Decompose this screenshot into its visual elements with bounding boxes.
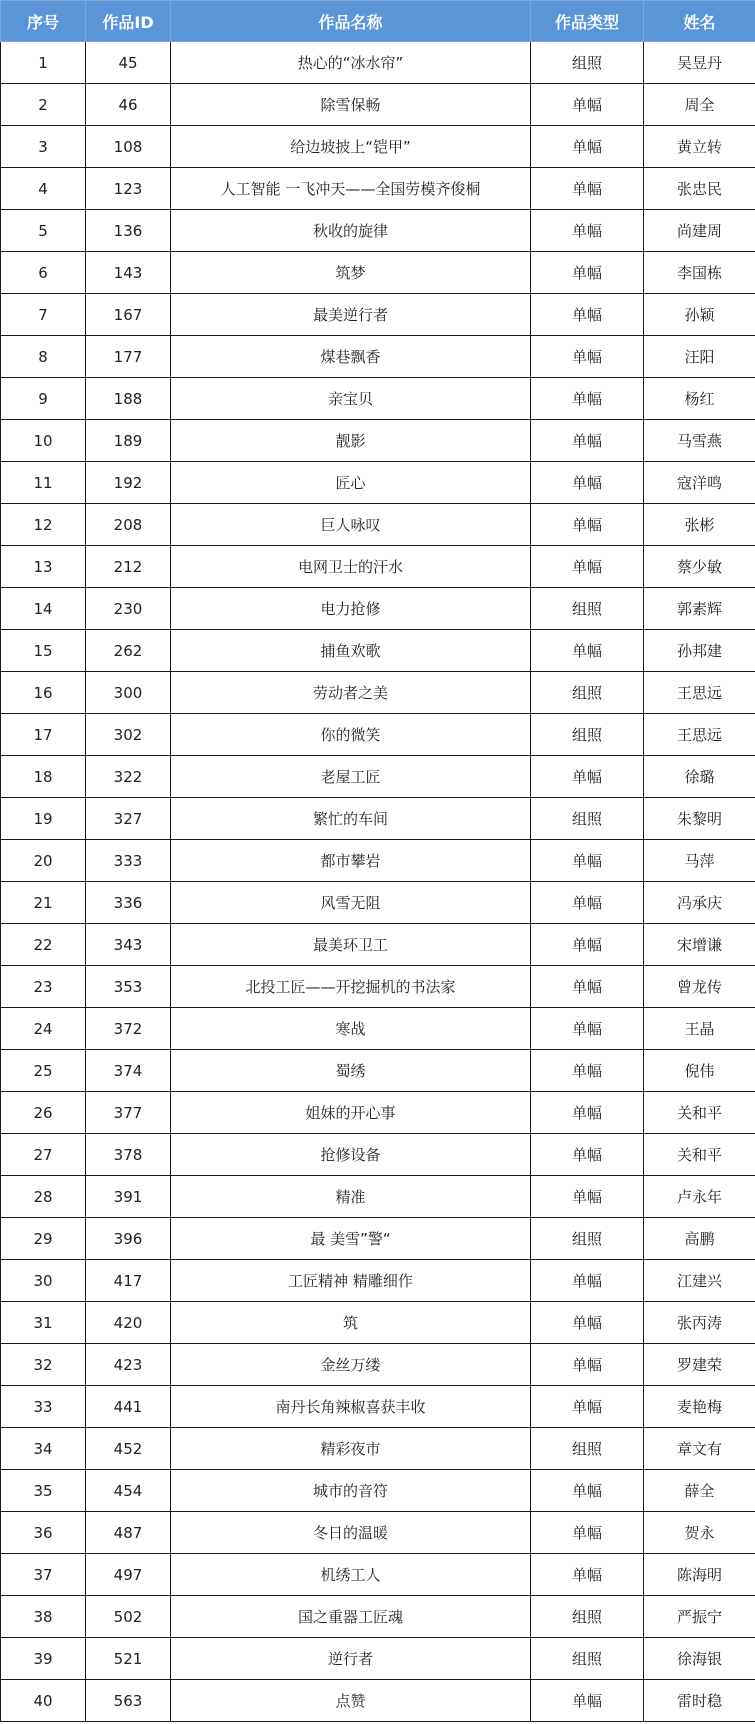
cell-work-id: 322 xyxy=(86,756,171,798)
table-row xyxy=(1,756,755,798)
cell-work-title: 电力抢修 xyxy=(171,588,531,630)
cell-work-title: 抢修设备 xyxy=(171,1134,531,1176)
cell-index: 29 xyxy=(1,1218,86,1260)
cell-work-title: 最美逆行者 xyxy=(171,294,531,336)
table-row xyxy=(1,882,755,924)
header-work-type: 作品类型 xyxy=(531,1,644,42)
cell-index: 10 xyxy=(1,420,86,462)
cell-author-name: 严振宁 xyxy=(644,1596,755,1638)
cell-work-type: 单幅 xyxy=(531,1344,644,1386)
table-header xyxy=(1,1,755,42)
cell-work-type: 单幅 xyxy=(531,1554,644,1596)
cell-work-type: 组照 xyxy=(531,42,644,84)
table-row xyxy=(1,1470,755,1512)
cell-work-title: 点赞 xyxy=(171,1680,531,1722)
cell-author-name: 蔡少敏 xyxy=(644,546,755,588)
table-row xyxy=(1,168,755,210)
cell-work-title: 都市攀岩 xyxy=(171,840,531,882)
cell-index: 26 xyxy=(1,1092,86,1134)
cell-work-id: 391 xyxy=(86,1176,171,1218)
cell-author-name: 尚建周 xyxy=(644,210,755,252)
cell-work-type: 单幅 xyxy=(531,840,644,882)
cell-index: 27 xyxy=(1,1134,86,1176)
cell-work-id: 396 xyxy=(86,1218,171,1260)
cell-index: 25 xyxy=(1,1050,86,1092)
cell-work-type: 单幅 xyxy=(531,1302,644,1344)
cell-author-name: 吴昱丹 xyxy=(644,42,755,84)
table-row xyxy=(1,1344,755,1386)
cell-author-name: 高鹏 xyxy=(644,1218,755,1260)
table-row xyxy=(1,1302,755,1344)
cell-work-title: 精彩夜市 xyxy=(171,1428,531,1470)
cell-work-type: 单幅 xyxy=(531,1050,644,1092)
cell-work-title: 逆行者 xyxy=(171,1638,531,1680)
cell-index: 39 xyxy=(1,1638,86,1680)
cell-index: 37 xyxy=(1,1554,86,1596)
cell-work-type: 单幅 xyxy=(531,1260,644,1302)
cell-work-id: 378 xyxy=(86,1134,171,1176)
table-row xyxy=(1,1512,755,1554)
cell-work-type: 组照 xyxy=(531,798,644,840)
cell-work-title: 捕鱼欢歌 xyxy=(171,630,531,672)
cell-work-title: 匠心 xyxy=(171,462,531,504)
cell-work-type: 单幅 xyxy=(531,1092,644,1134)
cell-work-title: 劳动者之美 xyxy=(171,672,531,714)
cell-work-type: 单幅 xyxy=(531,294,644,336)
cell-work-title: 煤巷飘香 xyxy=(171,336,531,378)
cell-index: 11 xyxy=(1,462,86,504)
header-index: 序号 xyxy=(1,1,86,42)
cell-author-name: 李国栋 xyxy=(644,252,755,294)
cell-work-type: 单幅 xyxy=(531,1386,644,1428)
cell-author-name: 徐璐 xyxy=(644,756,755,798)
cell-work-title: 人工智能 一飞冲天——全国劳模齐俊桐 xyxy=(171,168,531,210)
cell-work-id: 188 xyxy=(86,378,171,420)
cell-work-type: 单幅 xyxy=(531,882,644,924)
cell-work-id: 336 xyxy=(86,882,171,924)
table-row xyxy=(1,630,755,672)
cell-work-title: 国之重器工匠魂 xyxy=(171,1596,531,1638)
cell-work-title: 寒战 xyxy=(171,1008,531,1050)
cell-work-type: 组照 xyxy=(531,1596,644,1638)
table-row xyxy=(1,840,755,882)
cell-work-title: 最美环卫工 xyxy=(171,924,531,966)
cell-index: 36 xyxy=(1,1512,86,1554)
table-row xyxy=(1,672,755,714)
cell-work-type: 单幅 xyxy=(531,252,644,294)
cell-work-type: 单幅 xyxy=(531,1134,644,1176)
cell-work-id: 420 xyxy=(86,1302,171,1344)
table-row xyxy=(1,336,755,378)
cell-work-title: 金丝万缕 xyxy=(171,1344,531,1386)
cell-author-name: 贺永 xyxy=(644,1512,755,1554)
cell-author-name: 孙邦建 xyxy=(644,630,755,672)
table-row xyxy=(1,714,755,756)
cell-index: 12 xyxy=(1,504,86,546)
table-row xyxy=(1,1638,755,1680)
cell-index: 23 xyxy=(1,966,86,1008)
cell-work-id: 108 xyxy=(86,126,171,168)
cell-work-id: 487 xyxy=(86,1512,171,1554)
table-row xyxy=(1,126,755,168)
table-row xyxy=(1,420,755,462)
table-row xyxy=(1,1050,755,1092)
cell-work-id: 262 xyxy=(86,630,171,672)
cell-author-name: 倪伟 xyxy=(644,1050,755,1092)
cell-index: 2 xyxy=(1,84,86,126)
cell-author-name: 张忠民 xyxy=(644,168,755,210)
cell-work-id: 143 xyxy=(86,252,171,294)
cell-work-title: 冬日的温暖 xyxy=(171,1512,531,1554)
cell-work-title: 机绣工人 xyxy=(171,1554,531,1596)
table-row xyxy=(1,966,755,1008)
cell-work-type: 单幅 xyxy=(531,84,644,126)
cell-work-id: 563 xyxy=(86,1680,171,1722)
cell-author-name: 马雪燕 xyxy=(644,420,755,462)
cell-index: 1 xyxy=(1,42,86,84)
cell-index: 40 xyxy=(1,1680,86,1722)
cell-work-type: 单幅 xyxy=(531,1680,644,1722)
table-row xyxy=(1,42,755,84)
cell-work-id: 497 xyxy=(86,1554,171,1596)
cell-work-id: 423 xyxy=(86,1344,171,1386)
cell-work-type: 单幅 xyxy=(531,1512,644,1554)
cell-index: 34 xyxy=(1,1428,86,1470)
cell-author-name: 章文有 xyxy=(644,1428,755,1470)
cell-work-id: 302 xyxy=(86,714,171,756)
cell-author-name: 马萍 xyxy=(644,840,755,882)
cell-work-type: 单幅 xyxy=(531,336,644,378)
header-work-id: 作品ID xyxy=(86,1,171,42)
cell-work-type: 单幅 xyxy=(531,420,644,462)
cell-work-title: 电网卫士的汗水 xyxy=(171,546,531,588)
cell-index: 19 xyxy=(1,798,86,840)
cell-author-name: 王晶 xyxy=(644,1008,755,1050)
cell-work-type: 组照 xyxy=(531,1428,644,1470)
cell-author-name: 江建兴 xyxy=(644,1260,755,1302)
cell-work-id: 192 xyxy=(86,462,171,504)
cell-work-id: 343 xyxy=(86,924,171,966)
cell-work-id: 46 xyxy=(86,84,171,126)
cell-work-title: 精准 xyxy=(171,1176,531,1218)
cell-work-type: 单幅 xyxy=(531,210,644,252)
cell-author-name: 关和平 xyxy=(644,1092,755,1134)
cell-work-title: 筑梦 xyxy=(171,252,531,294)
cell-index: 5 xyxy=(1,210,86,252)
cell-work-id: 417 xyxy=(86,1260,171,1302)
cell-work-type: 单幅 xyxy=(531,1008,644,1050)
cell-author-name: 黄立转 xyxy=(644,126,755,168)
cell-work-title: 给边坡披上“铠甲” xyxy=(171,126,531,168)
cell-work-type: 单幅 xyxy=(531,378,644,420)
cell-index: 14 xyxy=(1,588,86,630)
table-row xyxy=(1,462,755,504)
cell-index: 18 xyxy=(1,756,86,798)
table-row xyxy=(1,210,755,252)
cell-work-type: 单幅 xyxy=(531,966,644,1008)
cell-author-name: 冯承庆 xyxy=(644,882,755,924)
cell-author-name: 朱黎明 xyxy=(644,798,755,840)
cell-work-type: 单幅 xyxy=(531,1176,644,1218)
cell-work-id: 45 xyxy=(86,42,171,84)
table-row xyxy=(1,1176,755,1218)
cell-work-title: 风雪无阻 xyxy=(171,882,531,924)
cell-author-name: 孙颖 xyxy=(644,294,755,336)
table-row xyxy=(1,546,755,588)
cell-work-id: 177 xyxy=(86,336,171,378)
cell-work-type: 组照 xyxy=(531,672,644,714)
cell-work-title: 巨人咏叹 xyxy=(171,504,531,546)
cell-work-id: 452 xyxy=(86,1428,171,1470)
table-row xyxy=(1,1008,755,1050)
cell-work-type: 组照 xyxy=(531,1218,644,1260)
cell-work-title: 蜀绣 xyxy=(171,1050,531,1092)
cell-author-name: 陈海明 xyxy=(644,1554,755,1596)
cell-author-name: 宋增谦 xyxy=(644,924,755,966)
cell-work-type: 单幅 xyxy=(531,546,644,588)
cell-work-id: 123 xyxy=(86,168,171,210)
cell-author-name: 王思远 xyxy=(644,672,755,714)
cell-work-id: 502 xyxy=(86,1596,171,1638)
cell-index: 16 xyxy=(1,672,86,714)
cell-work-id: 230 xyxy=(86,588,171,630)
table-row xyxy=(1,1554,755,1596)
table-row xyxy=(1,294,755,336)
cell-work-title: 筑 xyxy=(171,1302,531,1344)
cell-index: 17 xyxy=(1,714,86,756)
table-row xyxy=(1,378,755,420)
cell-index: 4 xyxy=(1,168,86,210)
header-work-title: 作品名称 xyxy=(171,1,531,42)
cell-index: 3 xyxy=(1,126,86,168)
cell-work-type: 单幅 xyxy=(531,168,644,210)
cell-work-type: 单幅 xyxy=(531,504,644,546)
cell-author-name: 寇洋鸣 xyxy=(644,462,755,504)
cell-index: 15 xyxy=(1,630,86,672)
cell-index: 7 xyxy=(1,294,86,336)
cell-work-title: 姐妹的开心事 xyxy=(171,1092,531,1134)
cell-index: 22 xyxy=(1,924,86,966)
cell-work-id: 521 xyxy=(86,1638,171,1680)
cell-work-type: 单幅 xyxy=(531,126,644,168)
cell-work-title: 秋收的旋律 xyxy=(171,210,531,252)
cell-work-type: 单幅 xyxy=(531,924,644,966)
cell-author-name: 汪阳 xyxy=(644,336,755,378)
table-row xyxy=(1,504,755,546)
cell-index: 20 xyxy=(1,840,86,882)
cell-author-name: 王思远 xyxy=(644,714,755,756)
cell-author-name: 周全 xyxy=(644,84,755,126)
table-body xyxy=(1,42,755,1722)
cell-work-id: 377 xyxy=(86,1092,171,1134)
cell-work-title: 靓影 xyxy=(171,420,531,462)
table-row xyxy=(1,1092,755,1134)
cell-author-name: 关和平 xyxy=(644,1134,755,1176)
cell-work-id: 441 xyxy=(86,1386,171,1428)
table-row xyxy=(1,84,755,126)
table-row xyxy=(1,1680,755,1722)
cell-work-id: 374 xyxy=(86,1050,171,1092)
cell-author-name: 卢永年 xyxy=(644,1176,755,1218)
cell-index: 38 xyxy=(1,1596,86,1638)
cell-work-title: 工匠精神 精雕细作 xyxy=(171,1260,531,1302)
cell-work-type: 单幅 xyxy=(531,462,644,504)
table-row xyxy=(1,1428,755,1470)
cell-index: 24 xyxy=(1,1008,86,1050)
cell-work-id: 208 xyxy=(86,504,171,546)
cell-author-name: 郭素辉 xyxy=(644,588,755,630)
cell-work-type: 组照 xyxy=(531,1638,644,1680)
header-author-name: 姓名 xyxy=(644,1,755,42)
cell-work-id: 353 xyxy=(86,966,171,1008)
cell-index: 21 xyxy=(1,882,86,924)
cell-work-type: 单幅 xyxy=(531,756,644,798)
cell-author-name: 罗建荣 xyxy=(644,1344,755,1386)
cell-author-name: 薛全 xyxy=(644,1470,755,1512)
cell-index: 33 xyxy=(1,1386,86,1428)
cell-work-id: 212 xyxy=(86,546,171,588)
table-row xyxy=(1,252,755,294)
cell-work-title: 你的微笑 xyxy=(171,714,531,756)
cell-work-title: 老屋工匠 xyxy=(171,756,531,798)
cell-work-id: 333 xyxy=(86,840,171,882)
cell-work-type: 单幅 xyxy=(531,1470,644,1512)
cell-work-id: 454 xyxy=(86,1470,171,1512)
cell-work-title: 南丹长角辣椒喜获丰收 xyxy=(171,1386,531,1428)
cell-work-id: 136 xyxy=(86,210,171,252)
table-row xyxy=(1,798,755,840)
table-row xyxy=(1,1260,755,1302)
cell-index: 13 xyxy=(1,546,86,588)
cell-work-title: 亲宝贝 xyxy=(171,378,531,420)
cell-index: 30 xyxy=(1,1260,86,1302)
table-row xyxy=(1,1218,755,1260)
cell-index: 31 xyxy=(1,1302,86,1344)
cell-index: 9 xyxy=(1,378,86,420)
cell-work-title: 热心的“冰水帘” xyxy=(171,42,531,84)
cell-work-title: 城市的音符 xyxy=(171,1470,531,1512)
cell-work-title: 北投工匠——开挖掘机的书法家 xyxy=(171,966,531,1008)
cell-work-id: 189 xyxy=(86,420,171,462)
table-row xyxy=(1,1596,755,1638)
cell-work-id: 327 xyxy=(86,798,171,840)
header-row xyxy=(1,1,755,42)
cell-index: 28 xyxy=(1,1176,86,1218)
cell-work-id: 167 xyxy=(86,294,171,336)
cell-work-type: 组照 xyxy=(531,714,644,756)
cell-index: 6 xyxy=(1,252,86,294)
cell-author-name: 张丙涛 xyxy=(644,1302,755,1344)
cell-work-title: 繁忙的车间 xyxy=(171,798,531,840)
cell-index: 35 xyxy=(1,1470,86,1512)
cell-work-title: 除雪保畅 xyxy=(171,84,531,126)
cell-index: 8 xyxy=(1,336,86,378)
cell-author-name: 雷时稳 xyxy=(644,1680,755,1722)
cell-author-name: 杨红 xyxy=(644,378,755,420)
cell-work-title: 最 美雪”警“ xyxy=(171,1218,531,1260)
table-row xyxy=(1,588,755,630)
table-row xyxy=(1,1386,755,1428)
cell-author-name: 麦艳梅 xyxy=(644,1386,755,1428)
cell-work-type: 组照 xyxy=(531,588,644,630)
cell-author-name: 徐海银 xyxy=(644,1638,755,1680)
cell-work-type: 单幅 xyxy=(531,630,644,672)
cell-author-name: 曾龙传 xyxy=(644,966,755,1008)
cell-author-name: 张彬 xyxy=(644,504,755,546)
table-row xyxy=(1,924,755,966)
cell-work-id: 372 xyxy=(86,1008,171,1050)
table-row xyxy=(1,1134,755,1176)
cell-work-id: 300 xyxy=(86,672,171,714)
cell-index: 32 xyxy=(1,1344,86,1386)
